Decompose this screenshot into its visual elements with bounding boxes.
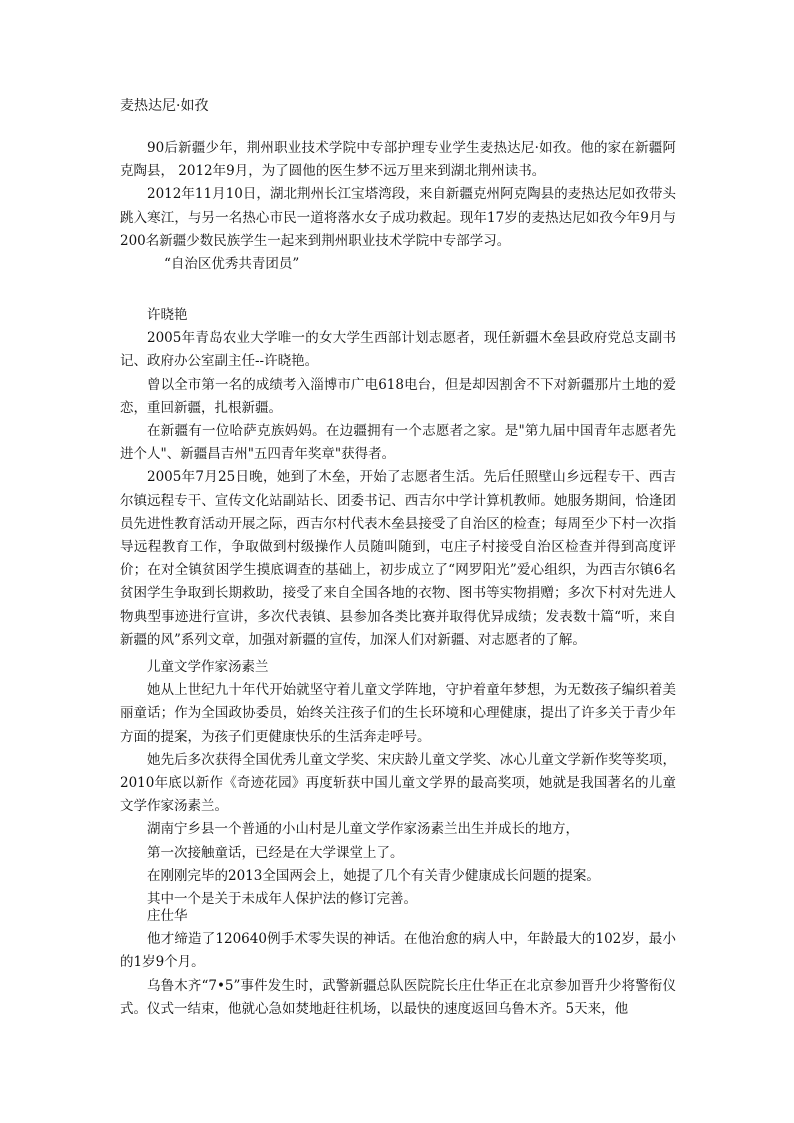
paragraph: 曾以全市第一名的成绩考入淄博市广电618电台，但是却因割舍不下对新疆那片土地的爱恋，重回新疆，扎根新疆。 (120, 376, 676, 416)
honor-quote: “自治区优秀共青团员” (164, 256, 300, 273)
paragraph: 乌鲁木齐“7•5”事件发生时，武警新疆总队医院院长庄仕华正在北京参加晋升少将警衔仪式。仪式一结束，他就心急如焚地赶往机场，以最快的速度返回乌鲁木齐。5天来，他 (120, 977, 676, 1017)
section-heading: 许晓艳 (147, 307, 188, 323)
section-tangsulan (120, 656, 676, 911)
paragraph: 2005年青岛农业大学唯一的女大学生西部计划志愿者，现任新疆木垒县政府党总支副书记、政府办公室副主任--许晓艳。 (120, 330, 676, 370)
paragraph: 湖南宁乡县一个普通的小山村是儿童文学作家汤素兰出生并成长的地方， (147, 821, 579, 838)
paragraph: 他才缔造了120640例手术零失误的神话。在他治愈的病人中，年龄最大的102岁，最小的1岁9个月。 (120, 931, 676, 971)
section-zhuangshihua (120, 905, 676, 1021)
paragraph: 她从上世纪九十年代开始就坚守着儿童文学阵地，守护着童年梦想，为无数孩子编织着美丽童话；作为全国政协委员，始终关注孩子们的生长环境和心理健康，提出了许多关于青少年方面的提案，为孩子们更健康快乐的生活奔走呼号。 (120, 682, 676, 745)
section-title-mairedani: 麦热达尼·如孜 (120, 98, 209, 114)
paragraph: 2005年7月25日晚，她到了木垒，开始了志愿者生活。先后任照壁山乡远程专干、西吉尔镇远程专干、宣传文化站副站长、团委书记、西吉尔中学计算机教师。她服务期间，恰逢团员先进性教育活动开展之际，西吉尔村代表木垒县接受了自治区的检查；每周至少下村一次指导远程教育工作，争取做到村级操作人员随叫随到，屯庄子村接受自治区检查并得到高度评价；在对全镇贫困学生摸底调查的基础上，初步成立了“网罗阳光”爱心组织，为西吉尔镇6名贫困学生争取到长期救助，接受了来自全国各地的衣物、图书等实物捐赠；多次下村对先进人物典型事迹进行宣讲，多次代表镇、县参加各类比赛并取得优异成绩；发表数十篇“听，来自新疆的风”系列文章，加强对新疆的宣传，加深人们对新疆、对志愿者的了解。 (120, 469, 676, 648)
paragraph: 其中一个是关于未成年人保护法的修订完善。 (147, 891, 417, 908)
paragraph: 在新疆有一位哈萨克族妈妈。在边疆拥有一个志愿者之家。是"第九届中国青年志愿者先进个人"、新疆昌吉州"五四青年奖章"获得者。 (120, 423, 676, 463)
section-heading: 儿童文学作家汤素兰 (147, 659, 269, 675)
paragraph: 第一次接触童话，已经是在大学课堂上了。 (147, 844, 404, 861)
paragraph: 90后新疆少年，荆州职业技术学院中专部护理专业学生麦热达尼·如孜。他的家在新疆阿克陶县， 2012年9月，为了圆他的医生梦不远万里来到湖北荆州读书。 (120, 140, 676, 180)
paragraph: 2012年11月10日，湖北荆州长江宝塔湾段，来自新疆克州阿克陶县的麦热达尼如孜带头跳入寒江，与另一名热心市民一道将落水女子成功救起。现年17岁的麦热达尼如孜今年9月与200名新疆少数民族学生一起来到荆州职业技术学院中专部学习。 (120, 186, 676, 249)
section-heading: 庄仕华 (147, 908, 188, 924)
section-xuxiaoyan (120, 304, 676, 652)
section-mairedani (120, 137, 676, 276)
paragraph: 她先后多次获得全国优秀儿童文学奖、宋庆龄儿童文学奖、冰心儿童文学新作奖等奖项，2010年底以新作《奇迹花园》再度斩获中国儿童文学界的最高奖项，她就是我国著名的儿童文学作家汤素兰。 (120, 751, 676, 815)
paragraph: 在刚刚完毕的2013全国两会上，她提了几个有关青少健康成长问题的提案。 (147, 867, 600, 884)
